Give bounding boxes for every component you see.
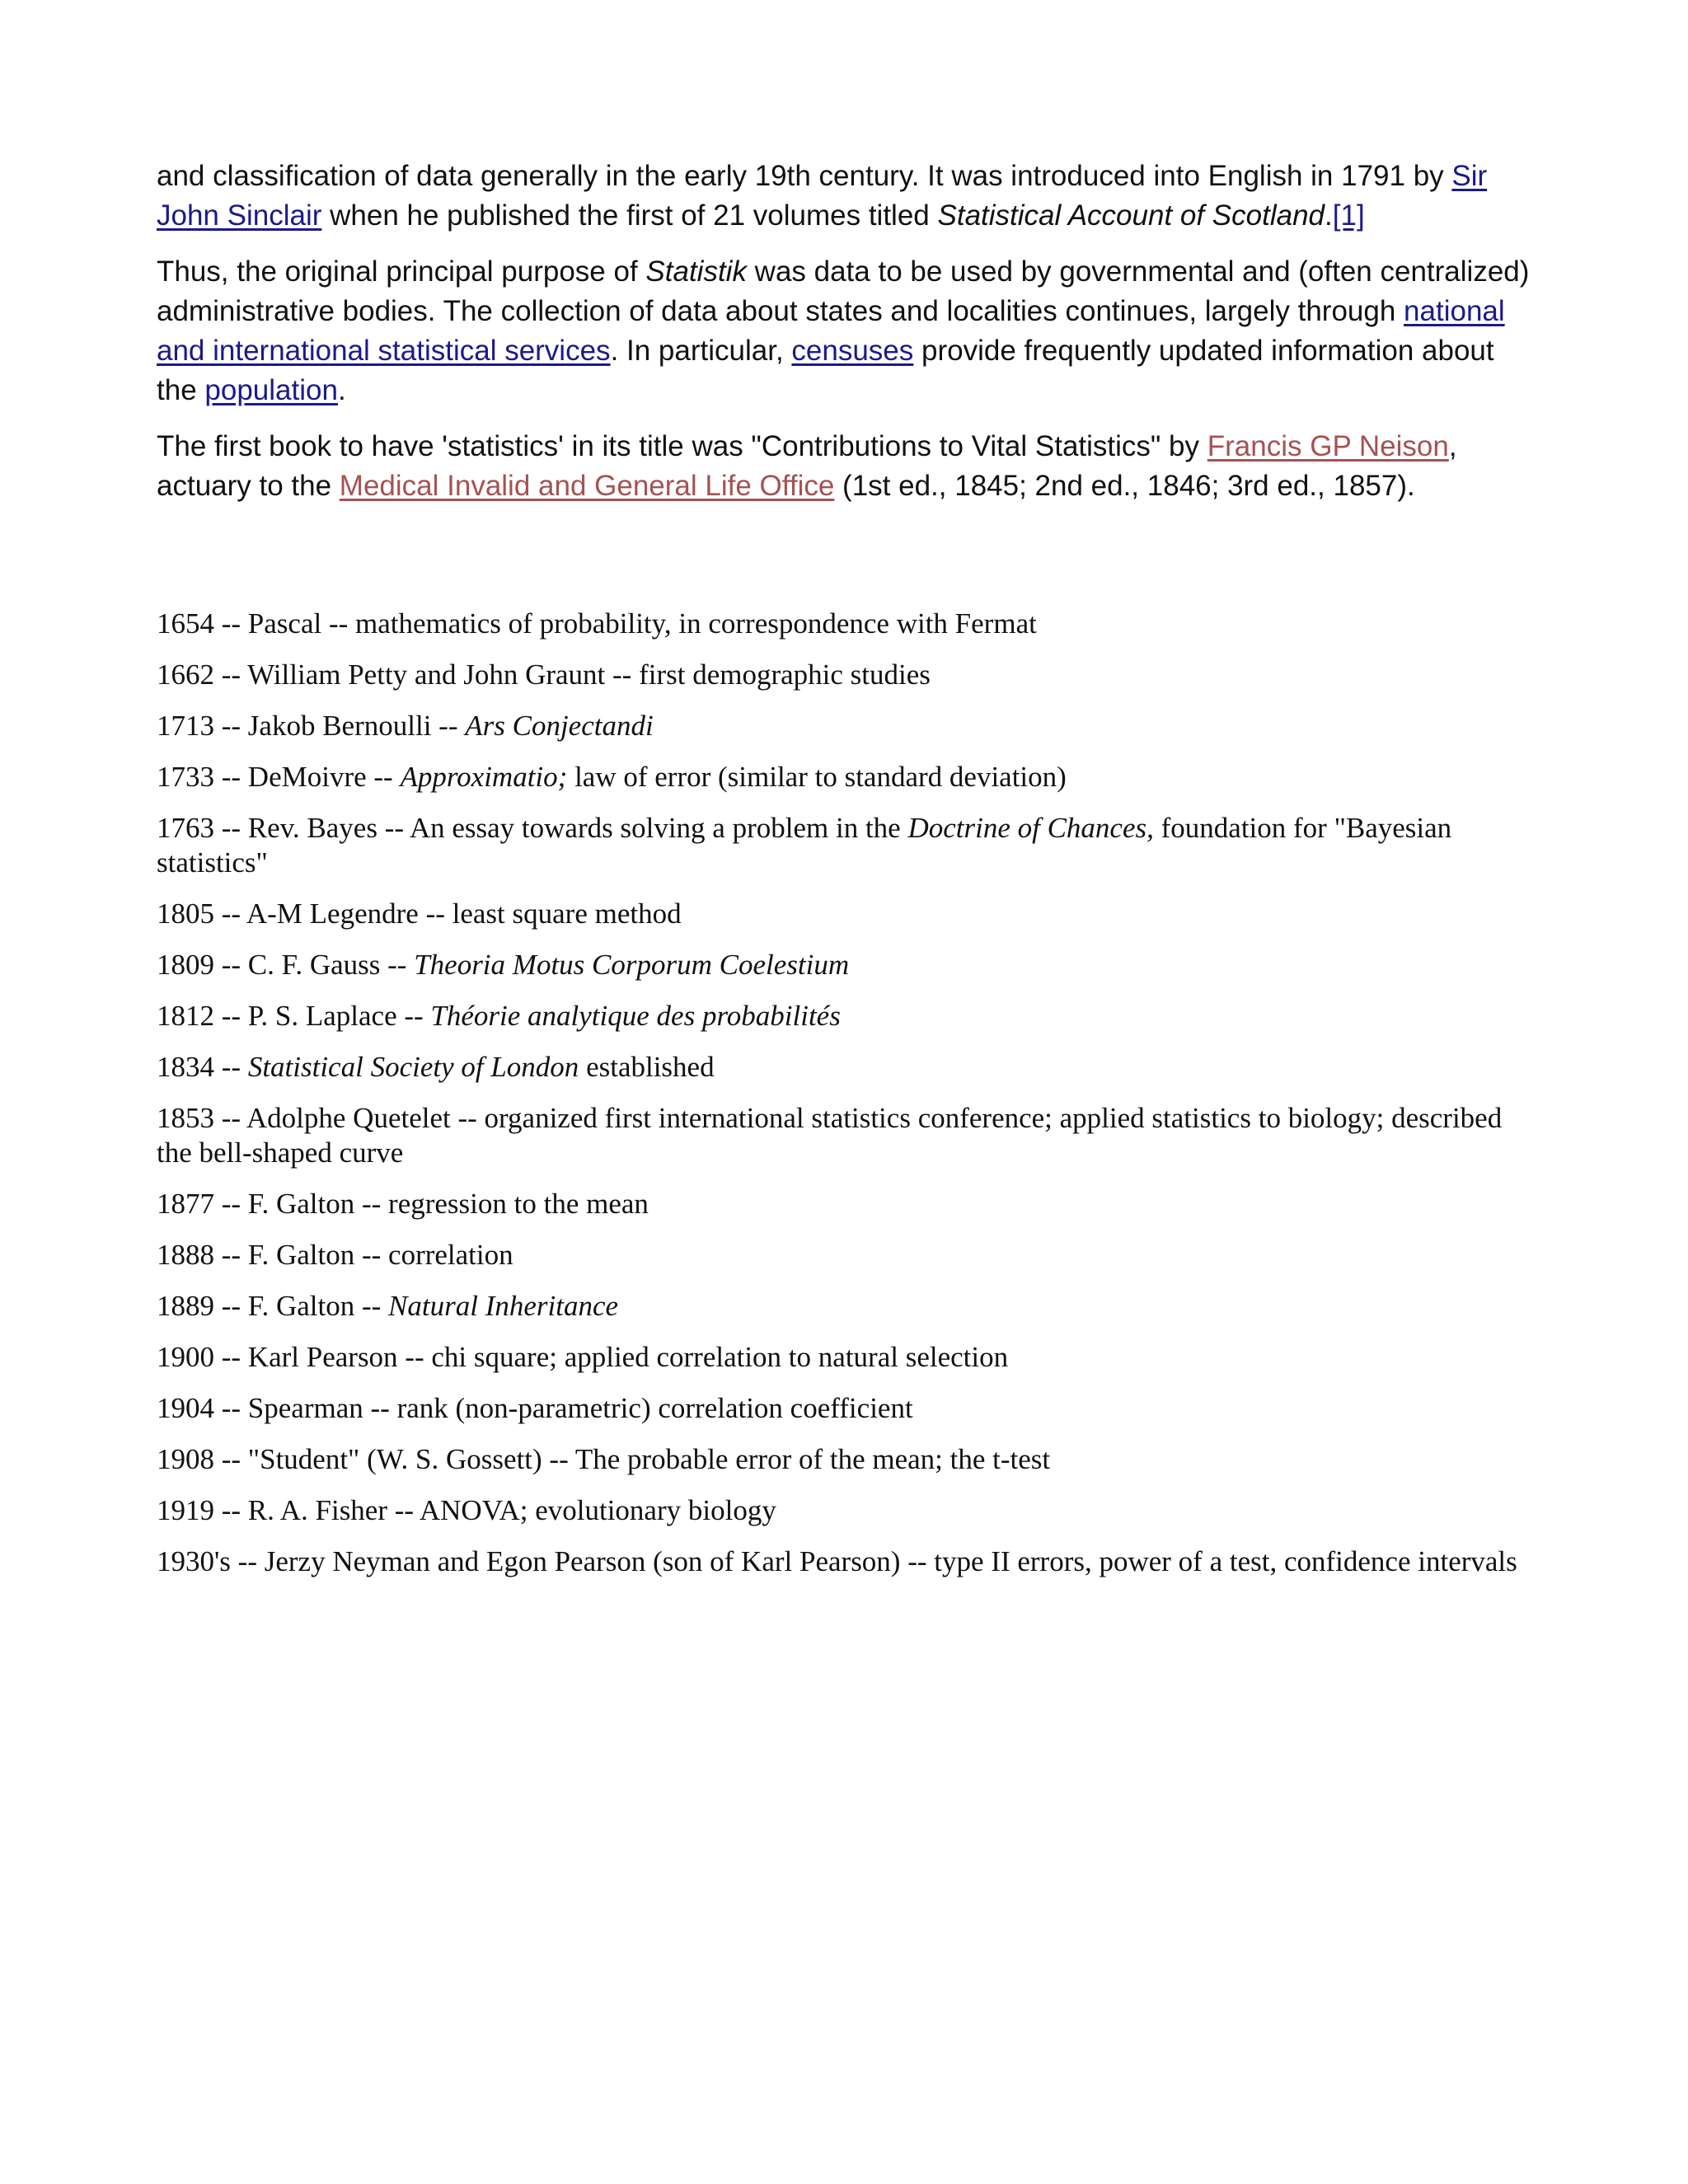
paragraph-first-book bbox=[157, 427, 1541, 506]
entry-text: 1834 -- bbox=[157, 1051, 248, 1083]
text: , actuary to the bbox=[157, 430, 1457, 502]
entry-title: Ars Conjectandi bbox=[465, 710, 654, 742]
entry-title: Doctrine of Chances, bbox=[907, 812, 1154, 844]
timeline-entry bbox=[157, 760, 1541, 794]
timeline-entry bbox=[157, 1442, 1541, 1477]
timeline-entry bbox=[157, 999, 1541, 1033]
timeline-entry bbox=[157, 948, 1541, 982]
entry-text: 1733 -- DeMoivre -- bbox=[157, 761, 401, 793]
book-title: Statistical Account of Scotland bbox=[937, 199, 1325, 232]
entry-title: Approximatio; bbox=[400, 761, 568, 793]
text: . In particular, bbox=[610, 335, 792, 367]
entry-text: 1853 -- Adolphe Quetelet -- organized first international statistics conference; applied statistics to biology; described the bell-shaped curve bbox=[157, 1102, 1503, 1169]
text: provide frequently updated information about the bbox=[157, 335, 1494, 406]
timeline-entry bbox=[157, 897, 1541, 931]
entry-text: established bbox=[579, 1051, 715, 1083]
paragraph-purpose bbox=[157, 252, 1541, 410]
entry-text: 1654 -- Pascal -- mathematics of probability, in correspondence with Fermat bbox=[157, 607, 1037, 640]
entry-text: 1919 -- R. A. Fisher -- ANOVA; evolutionary biology bbox=[157, 1494, 776, 1526]
entry-text: 1908 -- "Student" (W. S. Gossett) -- The probable error of the mean; the t-test bbox=[157, 1443, 1051, 1475]
timeline-entry bbox=[157, 709, 1541, 743]
timeline-entry bbox=[157, 1544, 1541, 1579]
entry-title: Statistical Society of London bbox=[247, 1051, 579, 1083]
entry-title: Natural Inheritance bbox=[388, 1290, 619, 1322]
link-sir-john-sinclair[interactable]: Sir John Sinclair bbox=[157, 160, 1488, 232]
entry-text: 1805 -- A-M Legendre -- least square method bbox=[157, 898, 682, 930]
entry-text: 1888 -- F. Galton -- correlation bbox=[157, 1239, 513, 1271]
timeline-entry bbox=[157, 1238, 1541, 1272]
timeline-entry bbox=[157, 658, 1541, 692]
entry-text: 1812 -- P. S. Laplace -- bbox=[157, 1000, 431, 1032]
timeline-entry bbox=[157, 1289, 1541, 1324]
entry-text: 1662 -- William Petty and John Graunt -- first demographic studies bbox=[157, 658, 931, 691]
entry-text: 1889 -- F. Galton -- bbox=[157, 1290, 389, 1322]
entry-title: Théorie analytique des probabilités bbox=[430, 1000, 841, 1032]
timeline-entry bbox=[157, 1101, 1541, 1170]
entry-text: 1904 -- Spearman -- rank (non-parametric) correlation coefficient bbox=[157, 1392, 913, 1424]
document-page bbox=[157, 157, 1541, 1596]
entry-text: 1809 -- C. F. Gauss -- bbox=[157, 949, 415, 981]
paragraph-origin bbox=[157, 157, 1541, 236]
timeline-entry bbox=[157, 1050, 1541, 1085]
term-statistik: Statistik bbox=[645, 255, 747, 288]
entry-text: 1877 -- F. Galton -- regression to the mean bbox=[157, 1188, 649, 1220]
timeline-entry bbox=[157, 1391, 1541, 1426]
prose-section bbox=[157, 157, 1541, 506]
timeline-entry bbox=[157, 811, 1541, 880]
entry-text: 1930's -- Jerzy Neyman and Egon Pearson (son of Karl Pearson) -- type II errors, power of a test, confidence intervals bbox=[157, 1545, 1517, 1577]
timeline-list bbox=[157, 607, 1541, 1579]
entry-text: 1900 -- Karl Pearson -- chi square; applied correlation to natural selection bbox=[157, 1341, 1009, 1373]
entry-text: foundation for "Bayesian statistics" bbox=[157, 812, 1452, 879]
timeline-entry bbox=[157, 1187, 1541, 1221]
text: . bbox=[337, 374, 346, 406]
text: when he published the first of 21 volumes titled bbox=[321, 199, 938, 232]
timeline-entry bbox=[157, 607, 1541, 641]
entry-text: 1763 -- Rev. Bayes -- An essay towards solving a problem in the bbox=[157, 812, 908, 844]
text: (1st ed., 1845; 2nd ed., 1846; 3rd ed., 1857). bbox=[834, 470, 1415, 502]
text: was data to be used by governmental and (often centralized) administrative bodies. The collection of data about states and localities continues, largely through bbox=[157, 255, 1530, 327]
link-life-office[interactable]: Medical Invalid and General Life Office bbox=[339, 470, 835, 502]
text: and classification of data generally in the early 19th century. It was introduced into English in 1791 by bbox=[157, 160, 1452, 192]
link-censuses[interactable]: censuses bbox=[791, 335, 914, 367]
entry-title: Theoria Motus Corporum Coelestium bbox=[414, 949, 850, 981]
reference-link[interactable]: [1] bbox=[1332, 199, 1365, 232]
entry-text: 1713 -- Jakob Bernoulli -- bbox=[157, 710, 466, 742]
entry-text: law of error (similar to standard deviation) bbox=[567, 761, 1067, 793]
text: . bbox=[1325, 199, 1333, 232]
text: The first book to have 'statistics' in its title was "Contributions to Vital Statistics" by bbox=[157, 430, 1207, 462]
link-francis-neison[interactable]: Francis GP Neison bbox=[1207, 430, 1449, 462]
text: Thus, the original principal purpose of bbox=[157, 255, 646, 288]
link-statistical-services[interactable]: national and international statistical services bbox=[157, 295, 1505, 367]
link-population[interactable]: population bbox=[204, 374, 338, 406]
timeline-entry bbox=[157, 1493, 1541, 1528]
timeline-entry bbox=[157, 1340, 1541, 1375]
